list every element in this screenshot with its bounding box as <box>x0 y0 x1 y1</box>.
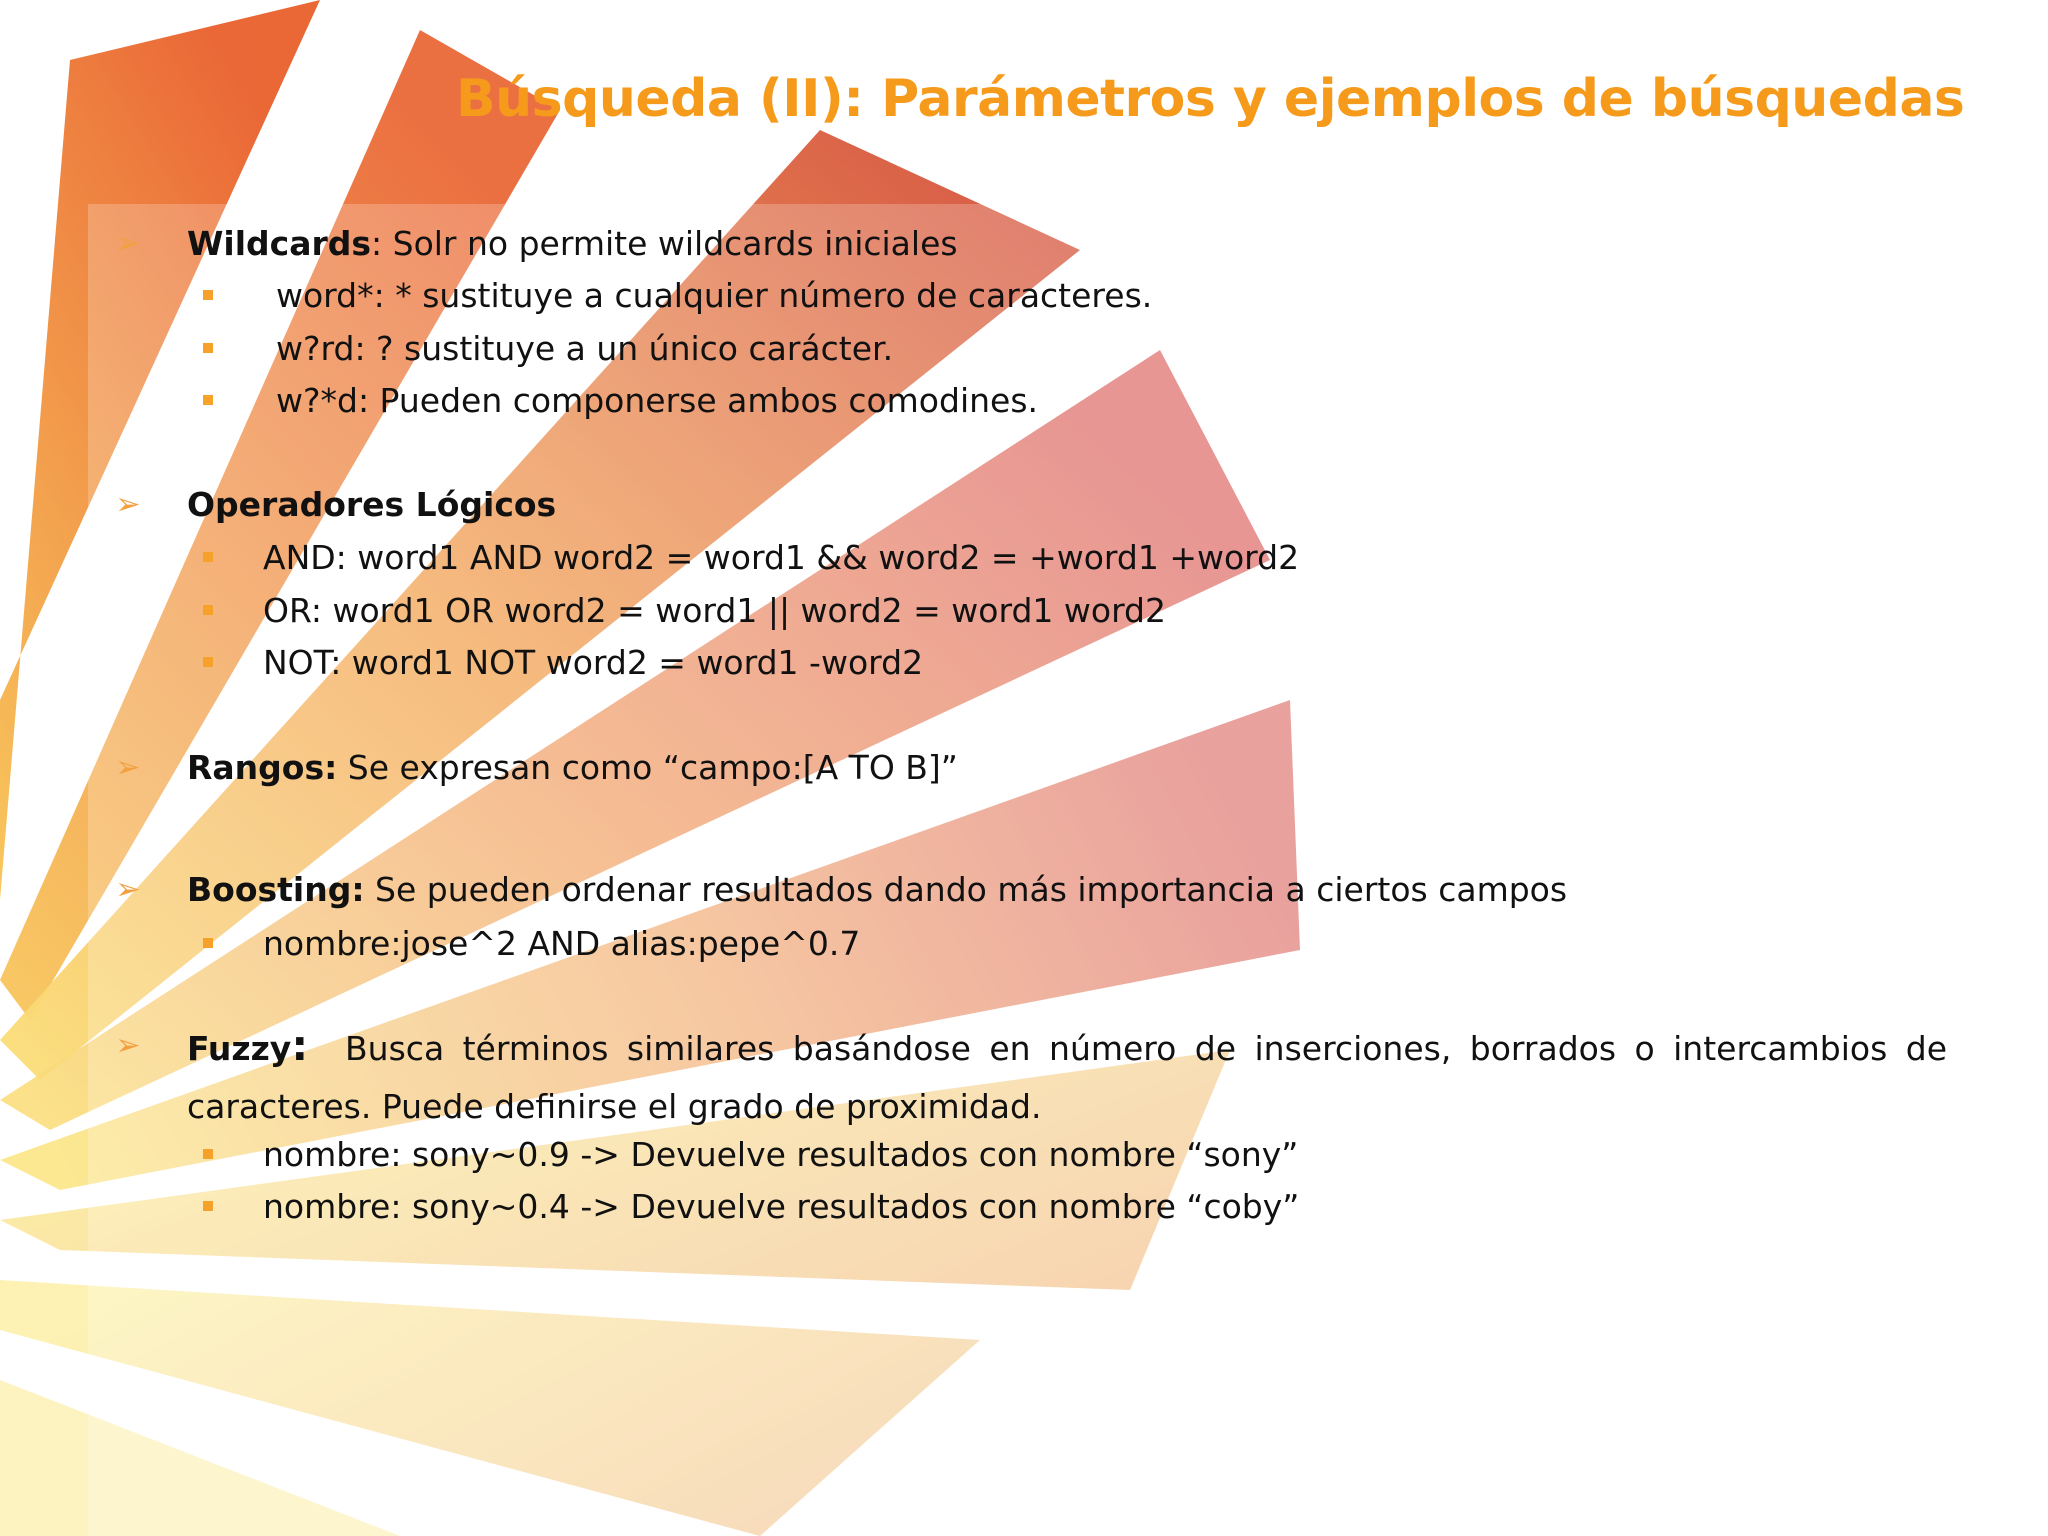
section-label: Wildcards <box>187 224 372 263</box>
list-item: word*: * sustituye a cualquier número de caracteres. <box>276 276 1153 315</box>
list-item: nombre:jose^2 AND alias:pepe^0.7 <box>263 924 861 963</box>
section-text: Se pueden ordenar resultados dando más importancia a ciertos campos <box>364 870 1568 909</box>
section-arrow-icon: ➢ <box>115 872 141 907</box>
section-arrow-icon: ➢ <box>115 750 141 785</box>
square-bullet-icon <box>203 657 213 667</box>
section-text: Busca términos similares basándose en número de inserciones, borrados o intercambios de caracteres. Puede definirse el grado de proximidad. <box>187 1029 1948 1126</box>
section-boosting <box>187 867 1567 913</box>
section-arrow-icon: ➢ <box>115 487 141 522</box>
list-item: w?rd: ? sustituye a un único carácter. <box>276 329 894 368</box>
section-label: Boosting: <box>187 870 365 909</box>
square-bullet-icon <box>203 290 213 300</box>
list-item: nombre: sony~0.4 -> Devuelve resultados con nombre “coby” <box>263 1187 1300 1226</box>
section-colon: : <box>291 1021 309 1070</box>
section-arrow-icon: ➢ <box>115 1028 141 1063</box>
square-bullet-icon <box>203 605 213 615</box>
square-bullet-icon <box>203 343 213 353</box>
list-item: AND: word1 AND word2 = word1 && word2 = +word1 +word2 <box>263 538 1300 577</box>
section-text: : Solr no permite wildcards iniciales <box>371 224 958 263</box>
square-bullet-icon <box>203 395 213 405</box>
list-item: w?*d: Pueden componerse ambos comodines. <box>276 381 1039 420</box>
section-label: Rangos: <box>187 748 338 787</box>
slide-title: Búsqueda (II): Parámetros y ejemplos de búsquedas <box>456 69 1965 129</box>
section-label: Fuzzy <box>187 1029 292 1068</box>
list-item: OR: word1 OR word2 = word1 || word2 = word1 word2 <box>263 591 1167 630</box>
square-bullet-icon <box>203 1149 213 1159</box>
section-fuzzy <box>187 1017 1947 1136</box>
section-text: Se expresan como “campo:[A TO B]” <box>337 748 958 787</box>
section-rangos <box>187 745 958 791</box>
square-bullet-icon <box>203 938 213 948</box>
square-bullet-icon <box>203 1201 213 1211</box>
list-item: NOT: word1 NOT word2 = word1 -word2 <box>263 643 924 682</box>
section-label: Operadores Lógicos <box>187 485 557 524</box>
list-item: nombre: sony~0.9 -> Devuelve resultados con nombre “sony” <box>263 1135 1299 1174</box>
section-arrow-icon: ➢ <box>115 226 141 261</box>
square-bullet-icon <box>203 552 213 562</box>
section-wildcards <box>187 221 958 267</box>
section-operadores <box>187 482 556 528</box>
